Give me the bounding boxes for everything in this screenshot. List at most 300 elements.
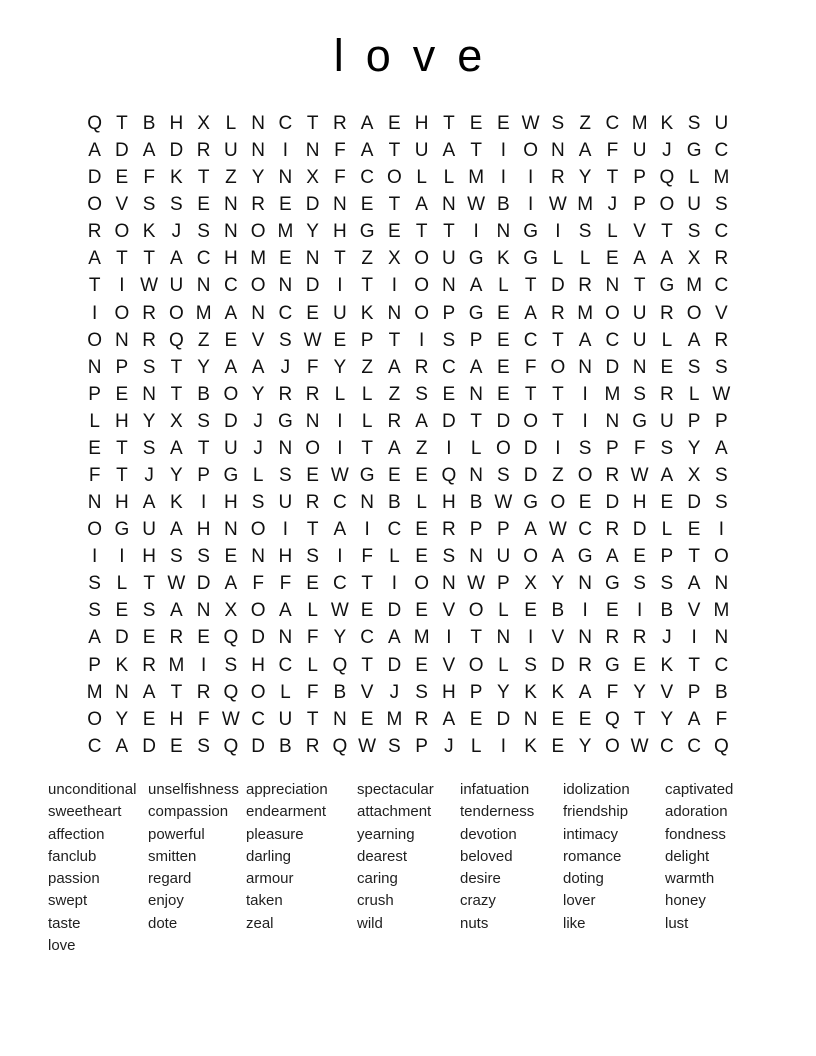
word-list-item: crush xyxy=(357,892,394,910)
grid-letter: L xyxy=(361,383,373,405)
grid-letter: H xyxy=(169,113,184,134)
grid-letter: T xyxy=(88,275,101,297)
grid-letter: C xyxy=(224,275,238,297)
grid-letter: V xyxy=(633,221,646,243)
grid-letter: D xyxy=(496,708,511,730)
grid-letter: E xyxy=(142,708,156,730)
grid-letter: X xyxy=(388,248,401,270)
word-list-item: caring xyxy=(357,870,398,888)
word-list-item: compassion xyxy=(148,803,229,821)
grid-letter: M xyxy=(413,627,430,649)
word-list-item: armour xyxy=(246,870,294,888)
grid-letter: Y xyxy=(551,573,565,595)
grid-letter: A xyxy=(388,356,401,378)
grid-letter: E xyxy=(442,383,456,405)
grid-letter: A xyxy=(551,546,565,568)
grid-letter: S xyxy=(524,654,537,676)
grid-letter: O xyxy=(114,302,130,324)
grid-letter: C xyxy=(196,248,211,270)
grid-letter: A xyxy=(469,356,483,378)
grid-letter: T xyxy=(552,410,564,432)
grid-letter: N xyxy=(632,356,647,378)
grid-letter: O xyxy=(468,654,484,676)
grid-letter: I xyxy=(418,329,425,351)
grid-letter: L xyxy=(307,600,318,622)
word-list-item: endearment xyxy=(246,803,327,821)
word-list-item: crazy xyxy=(460,892,496,910)
grid-letter: Q xyxy=(168,329,184,351)
grid-letter: W xyxy=(330,600,349,622)
grid-letter: O xyxy=(550,356,566,378)
word-list-column xyxy=(563,779,630,935)
grid-letter: R xyxy=(142,654,156,676)
word-list-item: attachment xyxy=(357,803,432,821)
word-list-item: tenderness xyxy=(460,803,535,821)
grid-letter: N xyxy=(251,140,265,162)
grid-letter: C xyxy=(360,167,374,189)
grid-letter: W xyxy=(712,383,731,405)
grid-letter: S xyxy=(415,681,428,703)
grid-letter: V xyxy=(687,600,701,622)
grid-letter: G xyxy=(277,410,293,432)
word-list-item: lust xyxy=(665,914,689,932)
grid-letter: C xyxy=(278,654,293,676)
grid-letter: S xyxy=(224,654,238,676)
grid-letter: G xyxy=(686,140,702,162)
grid-letter: A xyxy=(415,410,428,432)
grid-letter: A xyxy=(442,140,456,162)
grid-letter: D xyxy=(305,275,320,297)
grid-letter: A xyxy=(333,519,347,541)
word-list-item: nuts xyxy=(460,914,489,932)
word-list-item: devotion xyxy=(460,825,517,843)
grid-letter: V xyxy=(251,329,265,351)
grid-letter: T xyxy=(606,167,619,189)
grid-letter: S xyxy=(88,573,101,595)
grid-letter: Z xyxy=(552,465,564,487)
word-list-item: darling xyxy=(246,847,292,865)
grid-letter: Y xyxy=(251,383,265,405)
grid-letter: E xyxy=(469,113,483,134)
grid-letter: E xyxy=(224,329,238,351)
grid-letter: S xyxy=(197,221,210,243)
grid-letter: I xyxy=(582,383,588,405)
grid-letter: O xyxy=(386,167,402,189)
grid-letter: U xyxy=(660,410,674,432)
grid-letter: P xyxy=(415,735,428,757)
word-list-item: lover xyxy=(563,892,596,910)
grid-letter: E xyxy=(633,546,646,568)
grid-letter: G xyxy=(523,221,539,243)
grid-letter: T xyxy=(334,248,346,270)
grid-letter: N xyxy=(115,681,129,703)
grid-letter: C xyxy=(278,113,293,134)
grid-letter: N xyxy=(278,437,293,459)
grid-letter: S xyxy=(142,194,156,216)
grid-letter: I xyxy=(391,573,398,595)
grid-letter: A xyxy=(279,600,292,622)
grid-letter: S xyxy=(142,600,156,622)
grid-letter: V xyxy=(715,302,728,324)
grid-letter: W xyxy=(167,573,186,595)
grid-letter: E xyxy=(279,194,292,216)
grid-letter: O xyxy=(604,735,620,757)
grid-letter: T xyxy=(361,437,373,459)
word-list-item: captivated xyxy=(665,781,734,798)
grid-letter: S xyxy=(660,573,674,595)
grid-letter: I xyxy=(337,437,343,459)
grid-letter: S xyxy=(442,329,456,351)
grid-letter: L xyxy=(498,600,509,622)
grid-letter: L xyxy=(661,519,673,541)
grid-letter: K xyxy=(170,492,183,514)
grid-letter: C xyxy=(578,519,592,541)
word-list-item: delight xyxy=(665,847,710,865)
grid-letter: M xyxy=(250,248,267,270)
grid-letter: I xyxy=(582,410,588,432)
grid-letter: I xyxy=(282,519,289,541)
grid-letter: B xyxy=(660,600,674,622)
grid-letter: A xyxy=(170,600,183,622)
grid-letter: R xyxy=(169,627,184,649)
grid-letter: R xyxy=(333,113,347,134)
grid-letter: D xyxy=(687,492,701,514)
grid-letter: N xyxy=(251,302,265,324)
word-list-item: sweetheart xyxy=(48,803,122,821)
grid-letter: H xyxy=(142,546,156,568)
grid-letter: C xyxy=(660,735,674,757)
word-list-item: smitten xyxy=(148,847,197,865)
grid-letter: K xyxy=(660,113,674,134)
grid-letter: S xyxy=(687,356,701,378)
grid-letter: T xyxy=(170,356,183,378)
grid-letter: N xyxy=(278,275,293,297)
grid-letter: I xyxy=(119,546,125,568)
grid-letter: Q xyxy=(441,465,457,487)
grid-letter: E xyxy=(578,708,592,730)
grid-letter: W xyxy=(221,708,240,730)
grid-letter: T xyxy=(361,573,373,595)
grid-letter: E xyxy=(524,600,537,622)
grid-letter: Y xyxy=(497,681,510,703)
grid-letter: F xyxy=(143,167,155,189)
grid-letter: S xyxy=(687,221,701,243)
grid-letter: H xyxy=(196,519,211,541)
grid-letter: H xyxy=(115,492,129,514)
grid-letter: L xyxy=(334,383,346,405)
grid-letter: N xyxy=(442,275,456,297)
grid-letter: C xyxy=(714,275,729,297)
grid-letter: V xyxy=(442,654,456,676)
grid-letter: Y xyxy=(306,221,319,243)
grid-letter: M xyxy=(577,302,594,324)
grid-letter: P xyxy=(606,437,619,459)
grid-letter: R xyxy=(196,681,211,703)
word-list-item: love xyxy=(48,937,76,955)
grid-letter: E xyxy=(360,600,374,622)
grid-letter: R xyxy=(442,519,456,541)
grid-letter: S xyxy=(279,329,292,351)
grid-letter: X xyxy=(687,248,701,270)
grid-letter: T xyxy=(361,654,373,676)
grid-letter: X xyxy=(224,600,238,622)
grid-letter: P xyxy=(497,519,510,541)
grid-letter: R xyxy=(605,627,620,649)
grid-letter: G xyxy=(523,248,539,270)
grid-letter: D xyxy=(496,410,511,432)
grid-letter: E xyxy=(497,356,510,378)
word-list-column xyxy=(48,779,136,957)
grid-letter: N xyxy=(251,113,265,134)
grid-letter: L xyxy=(470,735,482,757)
grid-letter: U xyxy=(632,140,647,162)
grid-letter: R xyxy=(660,302,674,324)
grid-letter: O xyxy=(250,600,266,622)
grid-letter: P xyxy=(715,410,728,432)
grid-letter: H xyxy=(278,546,293,568)
grid-letter: T xyxy=(552,329,564,351)
grid-letter: Q xyxy=(332,735,348,757)
grid-letter: E xyxy=(469,708,483,730)
word-list-column xyxy=(148,779,239,935)
grid-letter: Y xyxy=(142,410,156,432)
grid-letter: A xyxy=(660,248,674,270)
grid-letter: I xyxy=(446,437,452,459)
page-title: love xyxy=(333,30,505,81)
grid-letter: Y xyxy=(251,167,265,189)
grid-letter: M xyxy=(168,654,185,676)
word-list-item: yearning xyxy=(357,825,415,843)
word-list-item: like xyxy=(563,914,586,932)
grid-letter: N xyxy=(605,275,620,297)
grid-letter: I xyxy=(636,600,643,622)
grid-letter: N xyxy=(469,383,483,405)
grid-letter: Q xyxy=(713,735,729,757)
grid-letter: L xyxy=(307,654,318,676)
grid-letter: L xyxy=(280,681,291,703)
grid-letter: E xyxy=(497,383,510,405)
word-list-item: zeal xyxy=(246,914,274,932)
grid-letter: Q xyxy=(223,681,239,703)
grid-letter: T xyxy=(306,519,319,541)
grid-letter: R xyxy=(605,519,620,541)
grid-letter: T xyxy=(470,410,482,432)
grid-letter: K xyxy=(360,302,374,324)
grid-letter: C xyxy=(605,329,620,351)
grid-letter: E xyxy=(306,302,319,324)
grid-letter: S xyxy=(142,437,156,459)
grid-letter: W xyxy=(548,519,567,541)
grid-letter: G xyxy=(359,465,375,487)
grid-letter: K xyxy=(142,221,156,243)
grid-letter: E xyxy=(333,329,347,351)
grid-letter: N xyxy=(278,627,293,649)
grid-letter: A xyxy=(170,437,183,459)
grid-letter: H xyxy=(169,708,184,730)
grid-letter: D xyxy=(169,140,184,162)
grid-letter: Q xyxy=(223,735,239,757)
grid-letter: S xyxy=(197,410,210,432)
grid-letter: O xyxy=(87,519,103,541)
grid-letter: O xyxy=(250,681,266,703)
grid-letter: E xyxy=(660,356,674,378)
grid-letter: L xyxy=(443,167,455,189)
grid-letter: L xyxy=(416,167,427,189)
grid-letter: O xyxy=(414,248,430,270)
grid-letter: F xyxy=(334,140,346,162)
grid-letter: N xyxy=(578,356,592,378)
grid-letter: T xyxy=(170,383,183,405)
grid-letter: D xyxy=(115,140,129,162)
grid-letter: A xyxy=(388,437,401,459)
grid-letter: Y xyxy=(333,356,347,378)
grid-letter: W xyxy=(467,194,486,216)
grid-letter: A xyxy=(251,356,265,378)
grid-letter: W xyxy=(548,194,567,216)
grid-letter: R xyxy=(142,302,156,324)
grid-letter: L xyxy=(116,573,128,595)
grid-letter: I xyxy=(119,275,125,297)
grid-letter: A xyxy=(224,573,238,595)
word-list-item: unselfishness xyxy=(148,781,239,798)
grid-letter: U xyxy=(442,248,456,270)
grid-letter: C xyxy=(387,519,402,541)
grid-letter: A xyxy=(578,681,592,703)
grid-letter: I xyxy=(200,492,207,514)
grid-letter: M xyxy=(195,302,212,324)
grid-letter: J xyxy=(253,410,263,432)
grid-letter: B xyxy=(333,681,347,703)
grid-letter: R xyxy=(714,329,729,351)
grid-letter: F xyxy=(334,167,346,189)
grid-letter: C xyxy=(687,735,701,757)
grid-letter: E xyxy=(415,519,428,541)
grid-letter: O xyxy=(604,302,620,324)
word-list xyxy=(0,779,816,979)
word-list-item: taken xyxy=(246,892,283,910)
grid-letter: T xyxy=(306,113,319,134)
grid-letter: G xyxy=(468,302,484,324)
grid-letter: R xyxy=(578,275,592,297)
grid-letter: S xyxy=(687,113,701,134)
grid-letter: A xyxy=(687,573,701,595)
grid-letter: X xyxy=(197,113,210,134)
grid-letter: S xyxy=(442,546,456,568)
grid-letter: N xyxy=(523,708,538,730)
grid-letter: N xyxy=(224,519,238,541)
word-list-item: friendship xyxy=(563,803,629,821)
grid-letter: L xyxy=(552,248,564,270)
grid-letter: M xyxy=(713,600,730,622)
grid-letter: S xyxy=(415,383,428,405)
grid-letter: Z xyxy=(415,437,428,459)
grid-letter: N xyxy=(305,410,320,432)
word-list-column xyxy=(665,779,733,935)
grid-letter: I xyxy=(391,275,398,297)
grid-letter: F xyxy=(606,681,619,703)
grid-letter: I xyxy=(527,194,534,216)
grid-letter: E xyxy=(415,600,428,622)
grid-letter: C xyxy=(605,113,620,134)
grid-letter: B xyxy=(142,113,156,134)
grid-letter: W xyxy=(330,465,349,487)
grid-letter: O xyxy=(87,194,103,216)
grid-letter: R xyxy=(278,383,293,405)
grid-letter: E xyxy=(606,600,619,622)
grid-letter: T xyxy=(415,221,428,243)
grid-letter: S xyxy=(170,546,183,568)
grid-letter: O xyxy=(577,465,593,487)
grid-letter: I xyxy=(337,410,343,432)
grid-letter: A xyxy=(88,140,101,162)
word-list-item: dote xyxy=(148,914,178,932)
grid-letter: I xyxy=(91,302,98,324)
grid-letter: D xyxy=(251,627,265,649)
grid-letter: N xyxy=(115,329,129,351)
grid-letter: D xyxy=(523,437,538,459)
grid-letter: N xyxy=(333,708,347,730)
grid-letter: D xyxy=(196,573,211,595)
grid-letter: I xyxy=(691,627,697,649)
word-list-item: affection xyxy=(48,825,105,843)
grid-letter: U xyxy=(687,194,701,216)
grid-letter: O xyxy=(713,546,729,568)
grid-letter: F xyxy=(633,437,646,459)
grid-letter: H xyxy=(333,221,347,243)
grid-letter: O xyxy=(114,221,130,243)
grid-letter: I xyxy=(582,600,588,622)
grid-letter: L xyxy=(498,654,509,676)
grid-letter: N xyxy=(442,573,456,595)
grid-letter: W xyxy=(467,573,486,595)
grid-letter: S xyxy=(197,735,210,757)
grid-letter: I xyxy=(718,519,725,541)
grid-letter: N xyxy=(278,167,293,189)
grid-letter: E xyxy=(497,113,510,134)
grid-letter: A xyxy=(524,302,537,324)
grid-letter: A xyxy=(142,140,156,162)
grid-letter: Q xyxy=(223,627,239,649)
grid-letter: T xyxy=(524,275,537,297)
grid-letter: T xyxy=(633,708,646,730)
grid-letter: I xyxy=(500,735,507,757)
grid-letter: K xyxy=(115,654,129,676)
grid-letter: P xyxy=(469,519,483,541)
grid-letter: D xyxy=(87,167,102,189)
grid-letter: S xyxy=(660,437,674,459)
grid-letter: F xyxy=(197,708,210,730)
grid-letter: N xyxy=(496,221,511,243)
grid-letter: T xyxy=(470,627,482,649)
grid-letter: M xyxy=(468,167,485,189)
word-list-item: doting xyxy=(563,870,604,888)
grid-letter: J xyxy=(389,681,400,703)
grid-letter: B xyxy=(551,600,565,622)
grid-letter: Y xyxy=(115,708,129,730)
grid-letter: I xyxy=(337,275,343,297)
grid-letter: U xyxy=(714,113,729,134)
grid-letter: Y xyxy=(197,356,210,378)
grid-letter: N xyxy=(469,465,483,487)
grid-letter: S xyxy=(578,221,592,243)
grid-letter: V xyxy=(360,681,374,703)
grid-letter: N xyxy=(305,248,320,270)
grid-letter: O xyxy=(414,302,430,324)
grid-letter: N xyxy=(578,573,592,595)
grid-letter: F xyxy=(306,356,319,378)
grid-letter: E xyxy=(497,302,510,324)
grid-letter: T xyxy=(443,221,455,243)
